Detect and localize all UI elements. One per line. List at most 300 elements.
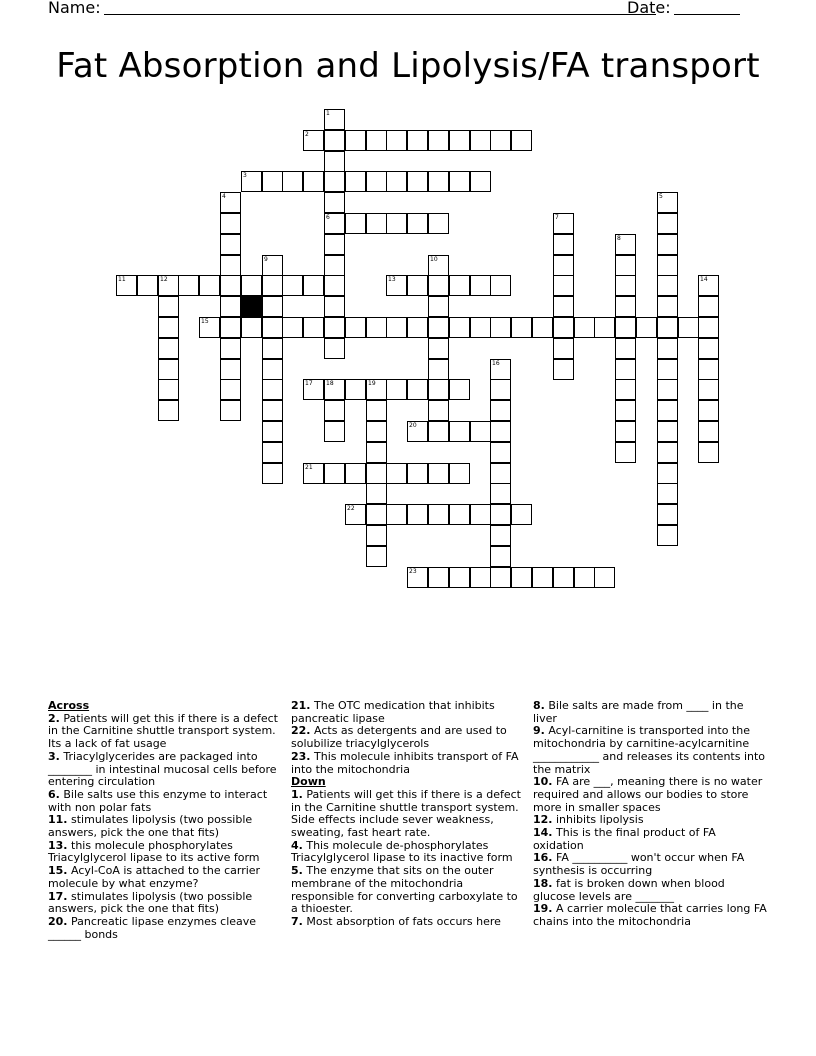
clue-text: Acts as detergents and are used to solubilize triacylglycerols <box>291 724 507 751</box>
clue-number: 18 <box>326 380 334 387</box>
across-heading: Across <box>48 699 90 712</box>
across-clue <box>48 840 280 865</box>
crossword-cell[interactable] <box>407 275 428 296</box>
crossword-cell[interactable] <box>303 317 324 338</box>
clue-number: 22 <box>347 505 355 512</box>
crossword-cell[interactable] <box>220 192 241 213</box>
crossword-cell[interactable] <box>262 255 283 276</box>
crossword-cell[interactable] <box>428 379 449 400</box>
crossword-cell[interactable] <box>553 359 574 380</box>
clue-number: 20. <box>48 914 68 928</box>
crossword-cell[interactable] <box>345 213 366 234</box>
clue-text: This molecule de-phosphorylates Triacylglycerol lipase to its inactive form <box>291 838 513 865</box>
clue-column-3 <box>533 700 769 929</box>
clue-text: This is the final product of FA oxidation <box>533 826 716 852</box>
clue-number: 5. <box>291 864 303 878</box>
clue-text: FA are ___, meaning there is no water required and allows our bodies to store more in smaller spaces <box>533 775 763 814</box>
crossword-cell[interactable] <box>158 296 179 317</box>
down-clue <box>533 852 769 877</box>
crossword-cell[interactable] <box>470 130 491 151</box>
clue-number: 11 <box>118 276 126 283</box>
crossword-cell[interactable] <box>324 296 345 317</box>
clue-number: 7 <box>555 214 559 221</box>
crossword-cell[interactable] <box>511 504 532 525</box>
crossword-cell[interactable] <box>615 421 636 442</box>
crossword-cell[interactable] <box>553 234 574 255</box>
crossword-cell[interactable] <box>220 359 241 380</box>
crossword-cell[interactable] <box>220 255 241 276</box>
crossword-cell[interactable] <box>324 234 345 255</box>
crossword-cell[interactable] <box>386 504 407 525</box>
clue-text: FA __________ won't occur when FA synthesis is occurring <box>533 851 745 878</box>
crossword-cell[interactable] <box>615 255 636 276</box>
clue-number: 13 <box>388 276 396 283</box>
crossword-cell[interactable] <box>324 130 345 151</box>
crossword-cell[interactable] <box>428 317 449 338</box>
crossword-cell[interactable] <box>449 567 470 588</box>
crossword-cell[interactable] <box>657 463 678 484</box>
crossword-cell[interactable] <box>303 463 324 484</box>
crossword-cell[interactable] <box>657 192 678 213</box>
crossword-cell[interactable] <box>137 275 158 296</box>
crossword-cell[interactable] <box>386 317 407 338</box>
crossword-cell[interactable] <box>407 379 428 400</box>
crossword-cell[interactable] <box>220 296 241 317</box>
clue-text: Acyl-carnitine is transported into the mitochondria by carnitine-acylcarnitine ____________ and releases its contents into the matrix <box>533 724 766 776</box>
across-clue <box>48 751 280 789</box>
crossword-cell[interactable] <box>490 130 511 151</box>
down-clue <box>533 903 769 928</box>
down-clue <box>533 700 769 725</box>
crossword-cell[interactable] <box>324 317 345 338</box>
clue-text: The OTC medication that inhibits pancreatic lipase <box>291 699 495 725</box>
clue-text: Bile salts use this enzyme to interact with non polar fats <box>48 787 268 814</box>
clue-number: 8. <box>533 699 545 712</box>
crossword-cell[interactable] <box>386 130 407 151</box>
crossword-cell[interactable] <box>262 379 283 400</box>
date-label: Date: <box>627 0 671 17</box>
crossword-cell[interactable] <box>615 442 636 463</box>
crossword-cell[interactable] <box>657 359 678 380</box>
crossword-cell[interactable] <box>303 130 324 151</box>
crossword-cell[interactable] <box>657 400 678 421</box>
crossword-cell[interactable] <box>241 171 262 192</box>
across-clue <box>291 700 527 725</box>
crossword-cell[interactable] <box>386 171 407 192</box>
crossword-cell[interactable] <box>449 275 470 296</box>
down-clue <box>291 916 527 929</box>
clue-text: Most absorption of fats occurs here <box>306 914 501 928</box>
clue-number: 1 <box>326 110 330 117</box>
crossword-cell[interactable] <box>428 504 449 525</box>
crossword-cell[interactable] <box>490 442 511 463</box>
crossword-cell[interactable] <box>428 400 449 421</box>
crossword-cell[interactable] <box>657 379 678 400</box>
crossword-cell[interactable] <box>428 275 449 296</box>
crossword-cell[interactable] <box>262 171 283 192</box>
clue-number: 1. <box>291 787 303 801</box>
crossword-cell[interactable] <box>657 255 678 276</box>
crossword-cell[interactable] <box>490 400 511 421</box>
crossword-cell[interactable] <box>386 275 407 296</box>
crossword-cell[interactable] <box>449 379 470 400</box>
crossword-cell[interactable] <box>220 234 241 255</box>
crossword-cell[interactable] <box>324 151 345 172</box>
crossword-cell[interactable] <box>657 213 678 234</box>
crossword-cell[interactable] <box>116 275 137 296</box>
crossword-cell[interactable] <box>366 213 387 234</box>
crossword-cell[interactable] <box>615 234 636 255</box>
crossword-cell[interactable] <box>220 317 241 338</box>
crossword-cell[interactable] <box>698 338 719 359</box>
clue-text: this molecule phosphorylates Triacylglycerol lipase to its active form <box>48 838 260 865</box>
clue-number: 19 <box>368 380 376 387</box>
crossword-cell[interactable] <box>449 317 470 338</box>
clue-text: Patients will get this if there is a defect in the Carnitine shuttle transport system. Side effects include sever weakness, sweating, fast heart rate. <box>291 787 521 840</box>
crossword-cell[interactable] <box>324 338 345 359</box>
crossword-cell[interactable] <box>698 421 719 442</box>
crossword-cell[interactable] <box>178 275 199 296</box>
crossword-cell[interactable] <box>657 296 678 317</box>
clue-number: 14. <box>533 826 553 840</box>
down-clue <box>533 776 769 814</box>
crossword-cell[interactable] <box>158 338 179 359</box>
crossword-cell[interactable] <box>698 359 719 380</box>
across-clue <box>291 751 527 776</box>
crossword-cell[interactable] <box>698 442 719 463</box>
crossword-cell[interactable] <box>262 317 283 338</box>
crossword-cell[interactable] <box>490 546 511 567</box>
crossword-cell[interactable] <box>303 275 324 296</box>
down-clue <box>291 789 527 840</box>
crossword-cell[interactable] <box>657 442 678 463</box>
clue-number: 22. <box>291 724 311 738</box>
crossword-cell[interactable] <box>303 379 324 400</box>
crossword-cell[interactable] <box>594 317 615 338</box>
crossword-cell[interactable] <box>324 171 345 192</box>
crossword-cell[interactable] <box>615 296 636 317</box>
crossword-cell[interactable] <box>262 463 283 484</box>
clue-number: 17. <box>48 889 68 903</box>
crossword-cell[interactable] <box>345 379 366 400</box>
crossword-cell[interactable] <box>324 379 345 400</box>
crossword-cell[interactable] <box>220 400 241 421</box>
crossword-cell[interactable] <box>366 463 387 484</box>
crossword-cell[interactable] <box>698 317 719 338</box>
crossword-cell[interactable] <box>615 359 636 380</box>
crossword-cell[interactable] <box>158 317 179 338</box>
across-clue <box>48 891 280 916</box>
across-clue <box>291 725 527 750</box>
crossword-cell[interactable] <box>553 213 574 234</box>
crossword-cell[interactable] <box>490 483 511 504</box>
crossword-cell[interactable] <box>407 567 428 588</box>
crossword-cell[interactable] <box>366 525 387 546</box>
clue-number: 9. <box>533 724 545 738</box>
clue-number: 20 <box>409 422 417 429</box>
clue-text: A carrier molecule that carries long FA chains into the mitochondria <box>533 902 767 928</box>
crossword-cell[interactable] <box>199 275 220 296</box>
crossword-cell[interactable] <box>698 400 719 421</box>
crossword-cell[interactable] <box>553 338 574 359</box>
crossword-cell[interactable] <box>158 359 179 380</box>
down-clue <box>533 827 769 852</box>
crossword-block-cell <box>241 296 262 317</box>
crossword-cell[interactable] <box>428 359 449 380</box>
crossword-cell[interactable] <box>428 171 449 192</box>
clue-number: 12 <box>160 276 168 283</box>
crossword-cell[interactable] <box>262 275 283 296</box>
crossword-cell[interactable] <box>324 109 345 130</box>
crossword-cell[interactable] <box>428 130 449 151</box>
crossword-cell[interactable] <box>324 463 345 484</box>
clue-column-1 <box>48 700 280 941</box>
clue-text: fat is broken down when blood glucose levels are _______ <box>533 876 725 903</box>
crossword-cell[interactable] <box>470 317 491 338</box>
crossword-cell[interactable] <box>407 171 428 192</box>
crossword-cell[interactable] <box>428 338 449 359</box>
crossword-cell[interactable] <box>386 213 407 234</box>
crossword-cell[interactable] <box>324 400 345 421</box>
crossword-cell[interactable] <box>511 567 532 588</box>
crossword-cell[interactable] <box>220 275 241 296</box>
clue-number: 23. <box>291 749 311 763</box>
crossword-cell[interactable] <box>366 379 387 400</box>
down-clue <box>291 865 527 916</box>
crossword-cell[interactable] <box>615 400 636 421</box>
clue-number: 6. <box>48 787 60 801</box>
crossword-cell[interactable] <box>428 213 449 234</box>
crossword-cell[interactable] <box>386 463 407 484</box>
crossword-cell[interactable] <box>657 483 678 504</box>
crossword-cell[interactable] <box>366 317 387 338</box>
crossword-cell[interactable] <box>428 567 449 588</box>
clue-text: inhibits lipolysis <box>556 813 644 827</box>
crossword-cell[interactable] <box>657 338 678 359</box>
clue-number: 10 <box>430 256 438 263</box>
crossword-cell[interactable] <box>615 275 636 296</box>
crossword-cell[interactable] <box>470 171 491 192</box>
crossword-cell[interactable] <box>345 463 366 484</box>
crossword-cell[interactable] <box>698 275 719 296</box>
clue-number: 9 <box>264 256 268 263</box>
crossword-cell[interactable] <box>345 504 366 525</box>
crossword-cell[interactable] <box>490 567 511 588</box>
clue-number: 21 <box>305 464 313 471</box>
crossword-cell[interactable] <box>366 171 387 192</box>
crossword-cell[interactable] <box>282 171 303 192</box>
crossword-cell[interactable] <box>615 379 636 400</box>
clue-number: 23 <box>409 568 417 575</box>
crossword-cell[interactable] <box>324 275 345 296</box>
crossword-cell[interactable] <box>303 171 324 192</box>
crossword-cell[interactable] <box>490 359 511 380</box>
crossword-cell[interactable] <box>220 338 241 359</box>
clue-number: 21. <box>291 699 311 712</box>
across-clue <box>48 865 280 890</box>
crossword-cell[interactable] <box>553 255 574 276</box>
crossword-cell[interactable] <box>553 275 574 296</box>
crossword-cell[interactable] <box>490 504 511 525</box>
crossword-cell[interactable] <box>532 317 553 338</box>
crossword-cell[interactable] <box>657 421 678 442</box>
clue-number: 19. <box>533 902 553 916</box>
clue-text: Bile salts are made from ____ in the liver <box>533 699 744 725</box>
crossword-cell[interactable] <box>449 504 470 525</box>
crossword-cell[interactable] <box>262 338 283 359</box>
clue-number: 3. <box>48 749 60 763</box>
crossword-cell[interactable] <box>449 130 470 151</box>
crossword-cell[interactable] <box>407 421 428 442</box>
clue-number: 15 <box>201 318 209 325</box>
crossword-cell[interactable] <box>553 296 574 317</box>
clue-number: 3 <box>243 172 247 179</box>
crossword-cell[interactable] <box>657 234 678 255</box>
clue-text: Pancreatic lipase enzymes cleave ______ bonds <box>48 914 257 941</box>
crossword-cell[interactable] <box>366 546 387 567</box>
crossword-cell[interactable] <box>470 275 491 296</box>
clue-text: Triacylglycerides are packaged into ________ in intestinal mucosal cells before entering circulation <box>48 749 277 789</box>
crossword-cell[interactable] <box>262 421 283 442</box>
crossword-cell[interactable] <box>490 421 511 442</box>
clue-number: 15. <box>48 864 68 878</box>
clue-number: 12. <box>533 813 553 827</box>
down-clue <box>291 840 527 865</box>
crossword-cell[interactable] <box>262 400 283 421</box>
clue-number: 11. <box>48 813 68 827</box>
crossword-cell[interactable] <box>324 255 345 276</box>
crossword-cell[interactable] <box>199 317 220 338</box>
crossword-cell[interactable] <box>615 338 636 359</box>
clue-column-2 <box>291 700 527 929</box>
clue-number: 8 <box>617 235 621 242</box>
clue-text: stimulates lipolysis (two possible answers, pick the one that fits) <box>48 813 253 840</box>
clue-number: 6 <box>326 214 330 221</box>
clue-text: Patients will get this if there is a defect in the Carnitine shuttle transport system. Its a lack of fat usage <box>48 711 278 751</box>
crossword-cell[interactable] <box>407 213 428 234</box>
clue-number: 13. <box>48 838 68 852</box>
crossword-cell[interactable] <box>158 275 179 296</box>
clue-text: Acyl-CoA is attached to the carrier molecule by what enzyme? <box>48 864 261 890</box>
crossword-cell[interactable] <box>532 567 553 588</box>
crossword-cell[interactable] <box>407 130 428 151</box>
clue-number: 7. <box>291 914 303 928</box>
crossword-cell[interactable] <box>262 359 283 380</box>
crossword-cell[interactable] <box>490 463 511 484</box>
crossword-cell[interactable] <box>282 275 303 296</box>
crossword-cell[interactable] <box>470 567 491 588</box>
crossword-cell[interactable] <box>449 463 470 484</box>
crossword-cell[interactable] <box>470 504 491 525</box>
crossword-cell[interactable] <box>657 317 678 338</box>
crossword-cell[interactable] <box>657 525 678 546</box>
crossword-cell[interactable] <box>490 275 511 296</box>
crossword-cell[interactable] <box>345 317 366 338</box>
across-clue <box>48 789 280 814</box>
crossword-cell[interactable] <box>428 421 449 442</box>
crossword-cell[interactable] <box>428 463 449 484</box>
clue-number: 2. <box>48 711 60 725</box>
crossword-cell[interactable] <box>407 504 428 525</box>
clue-number: 18. <box>533 876 553 890</box>
crossword-cell[interactable] <box>345 171 366 192</box>
crossword-cell[interactable] <box>553 567 574 588</box>
crossword-cell[interactable] <box>241 275 262 296</box>
crossword-cell[interactable] <box>657 275 678 296</box>
clue-text: stimulates lipolysis (two possible answers, pick the one that fits) <box>48 889 253 916</box>
crossword-cell[interactable] <box>366 442 387 463</box>
crossword-cell[interactable] <box>220 379 241 400</box>
crossword-cell[interactable] <box>449 171 470 192</box>
crossword-cell[interactable] <box>511 317 532 338</box>
across-clue <box>48 814 280 839</box>
crossword-cell[interactable] <box>553 317 574 338</box>
clue-number: 4. <box>291 838 303 852</box>
crossword-cell[interactable] <box>678 317 699 338</box>
crossword-cell[interactable] <box>698 379 719 400</box>
crossword-cell[interactable] <box>698 296 719 317</box>
crossword-cell[interactable] <box>324 421 345 442</box>
crossword-cell[interactable] <box>366 400 387 421</box>
crossword-cell[interactable] <box>282 317 303 338</box>
across-clue <box>48 916 280 941</box>
crossword-cell[interactable] <box>636 317 657 338</box>
crossword-cell[interactable] <box>158 379 179 400</box>
down-heading: Down <box>291 775 326 789</box>
crossword-cell[interactable] <box>345 130 366 151</box>
crossword-cell[interactable] <box>428 296 449 317</box>
crossword-cell[interactable] <box>490 379 511 400</box>
clue-text: This molecule inhibits transport of FA into the mitochondria <box>291 749 519 776</box>
crossword-cell[interactable] <box>594 567 615 588</box>
crossword-cell[interactable] <box>574 317 595 338</box>
clue-number: 14 <box>700 276 708 283</box>
crossword-cell[interactable] <box>615 317 636 338</box>
clue-number: 16. <box>533 851 553 865</box>
crossword-cell[interactable] <box>490 525 511 546</box>
crossword-cell[interactable] <box>241 317 262 338</box>
down-clue <box>533 725 769 776</box>
crossword-cell[interactable] <box>324 213 345 234</box>
crossword-cell[interactable] <box>407 463 428 484</box>
crossword-cell[interactable] <box>511 130 532 151</box>
crossword-cell[interactable] <box>220 213 241 234</box>
clue-text: The enzyme that sits on the outer membrane of the mitochondria responsible for converting carboxylate to a thioester. <box>291 864 518 916</box>
crossword-cell[interactable] <box>366 483 387 504</box>
crossword-cell[interactable] <box>366 421 387 442</box>
crossword-cell[interactable] <box>449 421 470 442</box>
crossword-cell[interactable] <box>386 379 407 400</box>
crossword-cell[interactable] <box>262 442 283 463</box>
crossword-cell[interactable] <box>366 504 387 525</box>
across-clue <box>48 713 280 751</box>
clue-number: 16 <box>492 360 500 367</box>
crossword-cell[interactable] <box>657 504 678 525</box>
crossword-cell[interactable] <box>428 255 449 276</box>
crossword-cell[interactable] <box>324 192 345 213</box>
name-label: Name: <box>48 0 101 17</box>
crossword-cell[interactable] <box>366 130 387 151</box>
clue-number: 10. <box>533 775 553 789</box>
crossword-cell[interactable] <box>470 421 491 442</box>
crossword-cell[interactable] <box>407 317 428 338</box>
crossword-cell[interactable] <box>158 400 179 421</box>
clue-number: 5 <box>659 193 663 200</box>
clue-number: 2 <box>305 131 309 138</box>
crossword-cell[interactable] <box>262 296 283 317</box>
crossword-cell[interactable] <box>574 567 595 588</box>
crossword-cell[interactable] <box>490 317 511 338</box>
